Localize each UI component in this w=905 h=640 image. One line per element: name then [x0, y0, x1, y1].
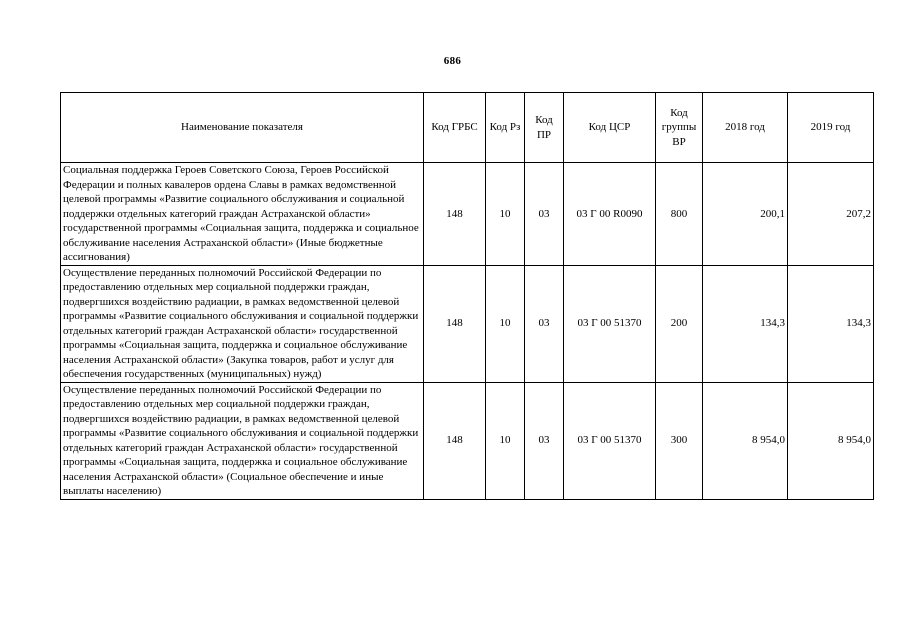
header-2018: 2018 год: [703, 93, 788, 163]
header-vr: Код группы ВР: [656, 93, 703, 163]
header-csr: Код ЦСР: [564, 93, 656, 163]
cell-csr: 03 Г 00 51370: [564, 382, 656, 499]
header-name: Наименование показателя: [61, 93, 424, 163]
table-row: [61, 382, 874, 499]
header-grbs: Код ГРБС: [424, 93, 486, 163]
table-header-row: [61, 93, 874, 163]
table-row: [61, 163, 874, 266]
cell-pr: 03: [525, 265, 564, 382]
budget-table: [60, 92, 874, 500]
cell-2019: 134,3: [788, 265, 874, 382]
cell-rz: 10: [486, 163, 525, 266]
page-number: 686: [443, 55, 462, 67]
cell-vr: 200: [656, 265, 703, 382]
cell-rz: 10: [486, 265, 525, 382]
cell-name: Осуществление переданных полномочий Российской Федерации по предоставлению отдельных мер социальной поддержки граждан, подвергшихся воздействию радиации, в рамках ведомственной целевой программы «Развитие социального обслуживания и социальной поддержки отдельных категорий граждан Астраханской области» государственной программы «Социальная защита, поддержка и социальное обслуживание населения Астраханской области» (Закупка товаров, работ и услуг для обеспечения государственных (муниципальных) нужд): [61, 265, 424, 382]
cell-name: Социальная поддержка Героев Советского Союза, Героев Российской Федерации и полных кавалеров ордена Славы в рамках ведомственной целевой программы «Развитие социального обслуживания и социальной поддержки отдельных категорий граждан Астраханской области» государственной программы «Социальная защита, поддержка и социальное обслуживание населения Астраханской области» (Иные бюджетные ассигнования): [61, 163, 424, 266]
header-rz: Код Рз: [486, 93, 525, 163]
cell-2019: 8 954,0: [788, 382, 874, 499]
table-row: [61, 265, 874, 382]
cell-pr: 03: [525, 163, 564, 266]
cell-csr: 03 Г 00 51370: [564, 265, 656, 382]
header-2019: 2019 год: [788, 93, 874, 163]
cell-2018: 8 954,0: [703, 382, 788, 499]
cell-vr: 800: [656, 163, 703, 266]
cell-grbs: 148: [424, 265, 486, 382]
cell-vr: 300: [656, 382, 703, 499]
cell-grbs: 148: [424, 382, 486, 499]
cell-name: Осуществление переданных полномочий Российской Федерации по предоставлению отдельных мер социальной поддержки граждан, подвергшихся воздействию радиации, в рамках ведомственной целевой программы «Развитие социального обслуживания и социальной поддержки отдельных категорий граждан Астраханской области» государственной программы «Социальная защита, поддержка и социальное обслуживание населения Астраханской области» (Социальное обеспечение и иные выплаты населению): [61, 382, 424, 499]
cell-2019: 207,2: [788, 163, 874, 266]
cell-2018: 200,1: [703, 163, 788, 266]
cell-grbs: 148: [424, 163, 486, 266]
cell-rz: 10: [486, 382, 525, 499]
header-pr: Код ПР: [525, 93, 564, 163]
cell-pr: 03: [525, 382, 564, 499]
cell-csr: 03 Г 00 R0090: [564, 163, 656, 266]
cell-2018: 134,3: [703, 265, 788, 382]
